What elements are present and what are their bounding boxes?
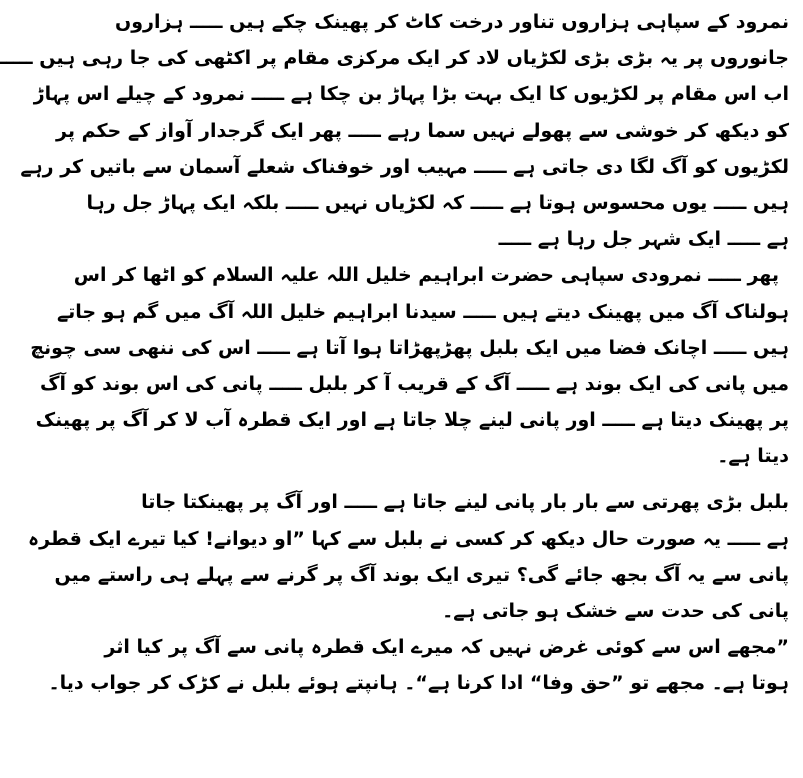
text-line: کو دیکھ کر خوشی سے پھولے نہیں سما رہے ـــــ پھر ایک گرجدار آواز کے حکم پر [56,119,789,142]
text-line: اب اس مقام پر لکڑیوں کا ایک بہت بڑا پہاڑ بن چکا ہے ـــــ نمرود کے چیلے اس پہاڑ [33,83,789,106]
text-line: ہے ـــــ ایک شہر جل رہا ہے ـــــ [498,228,789,251]
text-line: ہے ـــــ یہ صورت حال دیکھ کر کسی نے بلبل سے کہا ”او دیوانے! کیا تیرے ایک قطرہ [27,527,789,550]
text-line: پر پھینک دیتا ہے ـــــ اور پانی لینے چلا جاتا ہے اور ایک قطرہ آب لا کر آگ پر پھینک [35,409,789,432]
text-line: پانی کی حدت سے خشک ہو جاتی ہے۔ [442,600,789,622]
text-line: ہیں ـــــ اچانک فضا میں ایک بلبل پھڑپھڑاتا ہوا آتا ہے ـــــ اس کی ننھی سی چونچ [30,336,789,359]
text-line: بلبل بڑی پھرتی سے بار بار پانی لینے جاتا ہے ـــــ اور آگ پر پھینکتا جاتا [141,491,789,514]
text-line: میں پانی کی ایک بوند ہے ـــــ آگ کے قریب آ کر بلبل ـــــ پانی کی اس بوند کو آگ [39,372,789,395]
text-line: ”مجھے اس سے کوئی غرض نہیں کہ میرے ایک قطرہ پانی سے آگ پر کیا اثر [104,636,789,659]
text-line: پانی سے یہ آگ بجھ جائے گی؟ تیری ایک بوند آگ پر گرنے سے پہلے ہی راستے میں [54,563,789,586]
paragraph-1 [0,4,789,257]
paragraph-4 [48,629,789,701]
text-line: لکڑیوں کو آگ لگا دی جاتی ہے ـــــ مہیب اور خوفناک شعلے آسمان سے باتیں کر رہے [20,155,789,178]
paragraph-gap [219,474,789,484]
paragraph-3 [27,484,789,629]
text-line: دیتا ہے۔ [717,445,789,468]
paragraph-2 [30,257,789,474]
text-line: نمرود کے سپاہی ہزاروں تناور درخت کاٹ کر پھینک چکے ہیں ـــــ ہزاروں [115,11,789,33]
text-line: ہوتا ہے۔ مجھے تو ”حق وفا“ ادا کرنا ہے“۔ ہانپتے ہوئے بلبل نے کڑک کر جواب دیا۔ [48,672,789,695]
text-line: جانوروں پر یہ بڑی بڑی لکڑیاں لاد کر ایک مرکزی مقام پر اکٹھی کی جا رہی ہیں ـــــ [0,47,789,70]
text-line: پھر ـــــ نمرودی سپاہی حضرت ابراہیم خلیل اللہ علیہ السلام کو اٹھا کر اس [73,264,779,287]
text-line: ہیں ـــــ یوں محسوس ہوتا ہے ـــــ کہ لکڑیاں نہیں ـــــ بلکہ ایک پہاڑ جل رہا [86,191,789,214]
text-line: ہولناک آگ میں پھینک دیتے ہیں ـــــ سیدنا ابراہیم خلیل اللہ آگ میں گم ہو جاتے [56,300,789,323]
